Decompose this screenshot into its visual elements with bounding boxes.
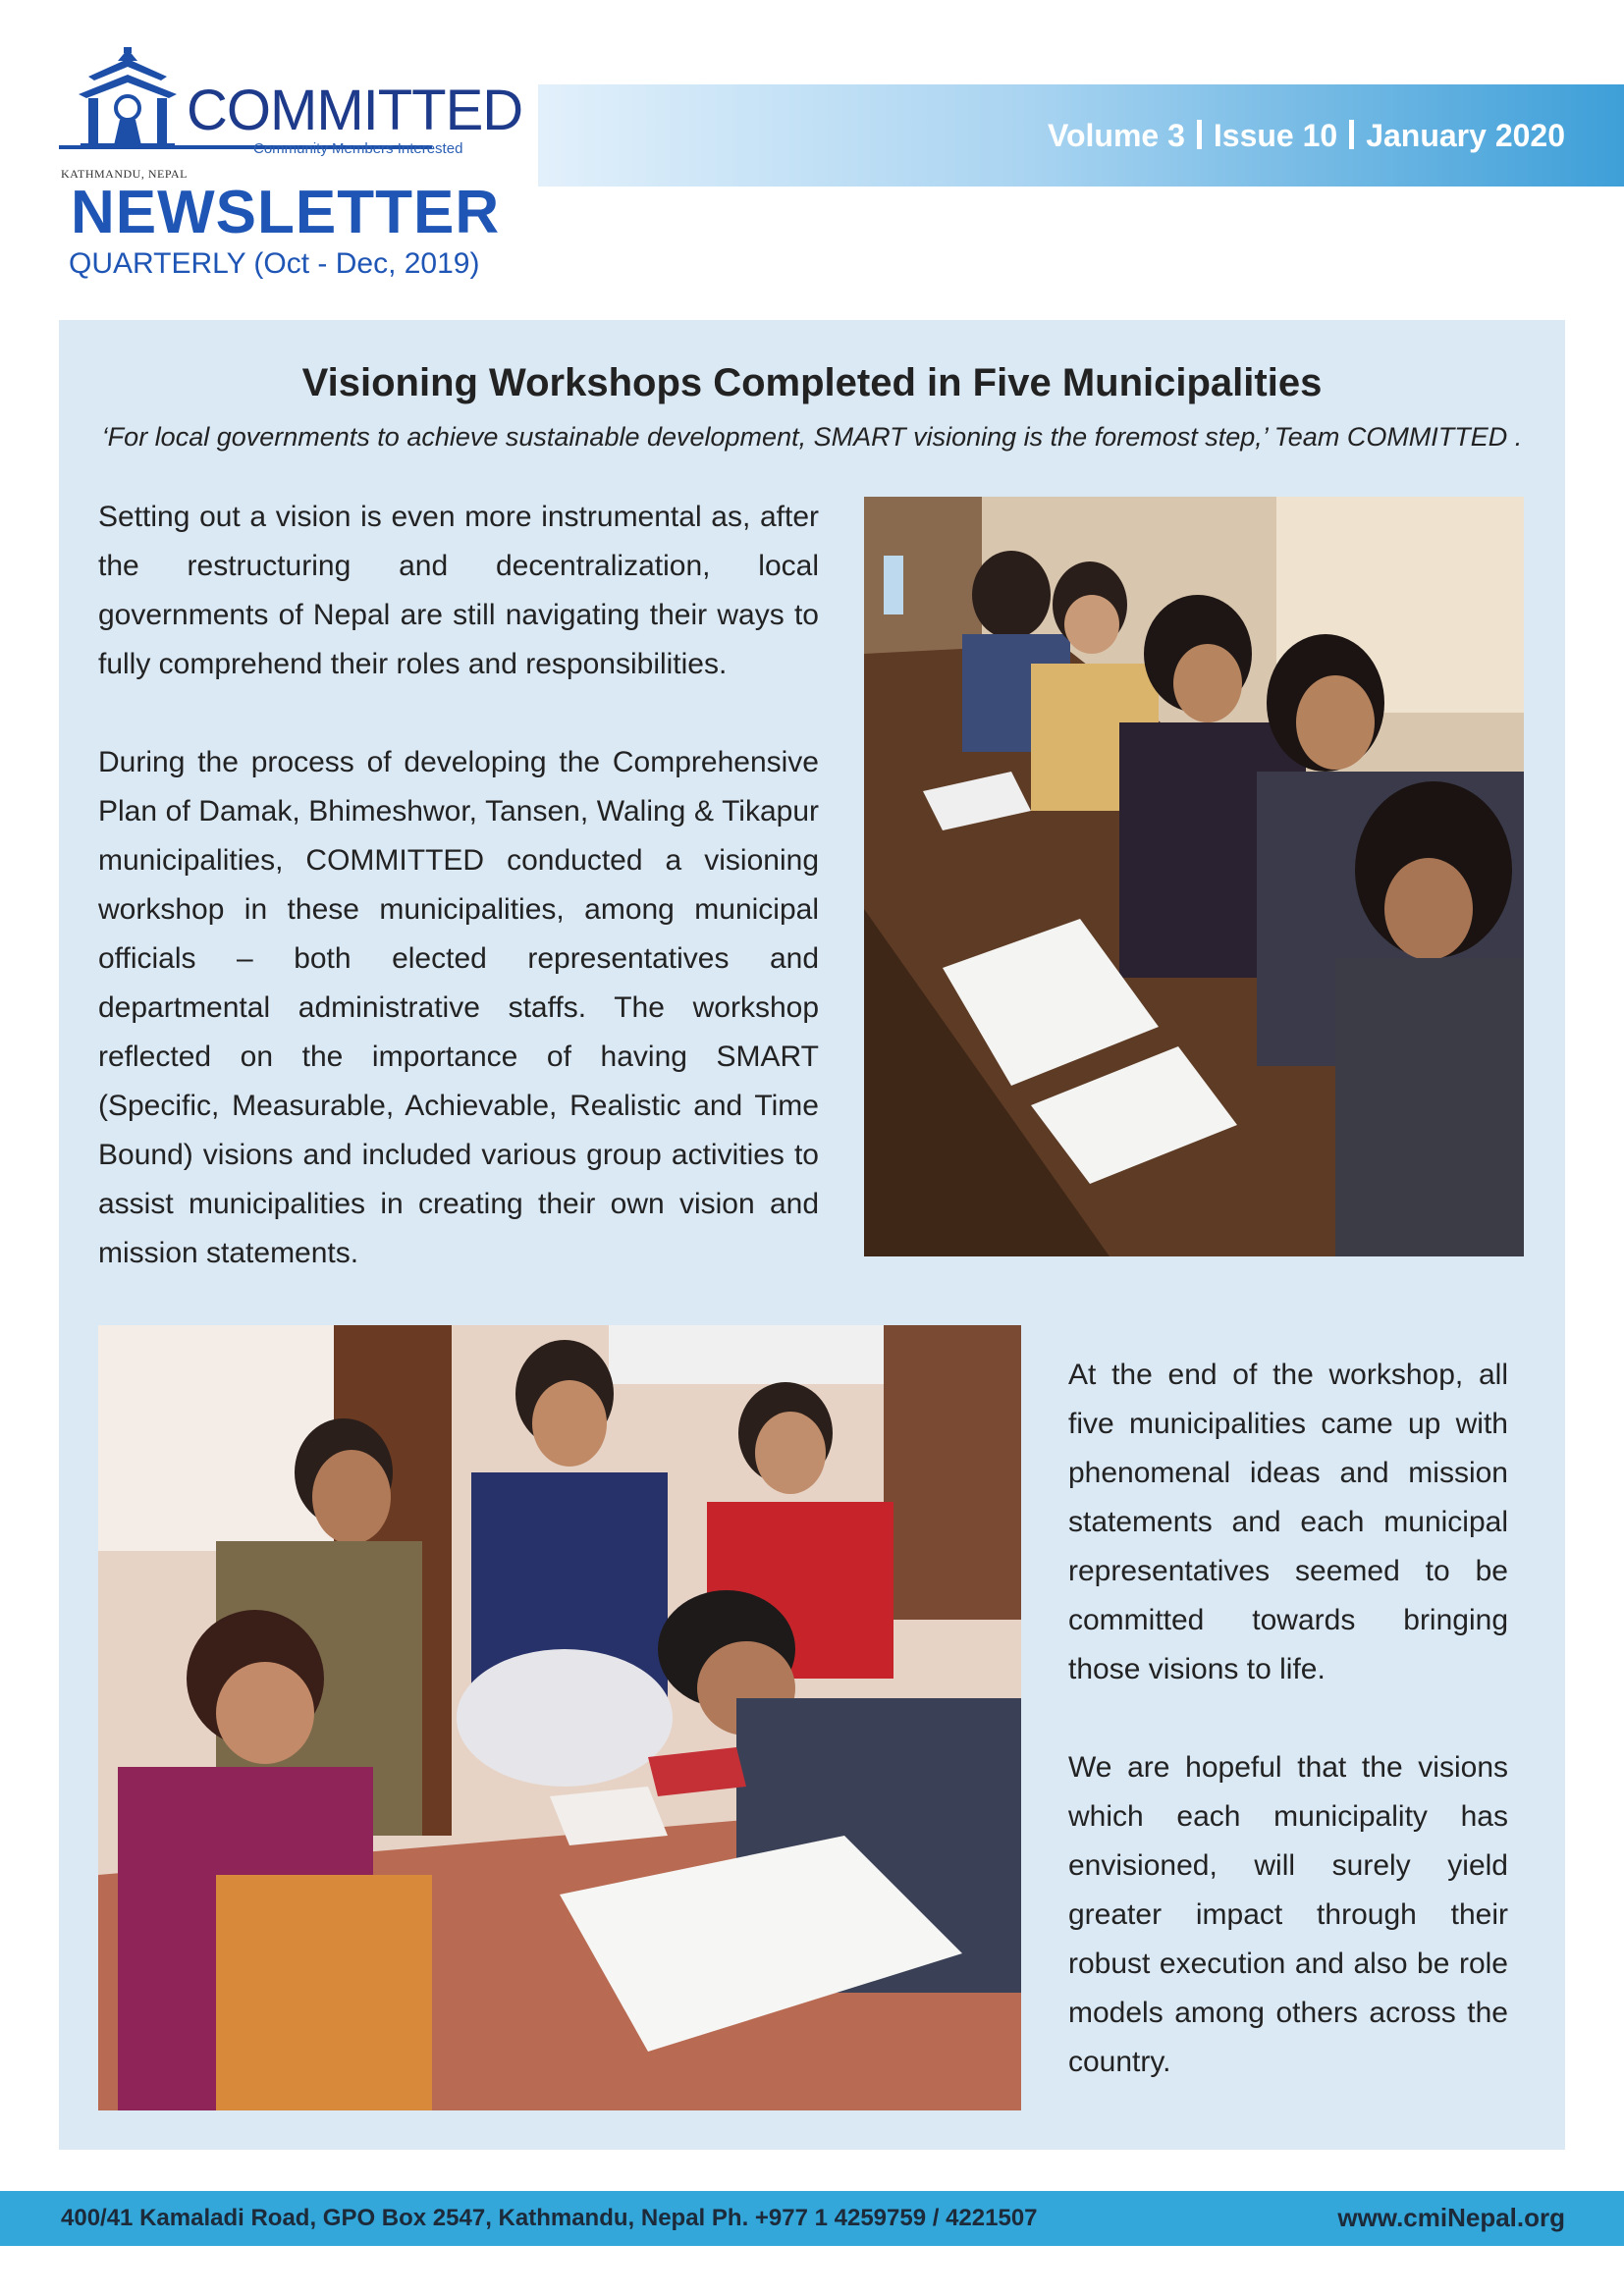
logo-tagline: Community Members Interested xyxy=(253,140,463,157)
footer-address: 400/41 Kamaladi Road, GPO Box 2547, Kathmandu, Nepal Ph. +977 1 4259759 / 4221507 xyxy=(61,2205,1038,2231)
left-column-text xyxy=(98,493,819,1278)
paragraph: At the end of the workshop, all five municipalities came up with phenomenal ideas and mission statements and each municipal representatives seemed to be committed towards bringing those visions to life. xyxy=(1068,1359,1508,1685)
paragraph: During the process of developing the Comprehensive Plan of Damak, Bhimeshwor, Tansen, Waling & Tikapur municipalities, COMMITTED conducted a visioning workshop in these municipalities, among municipal officials – both elected representatives and departmental administrative staffs. The workshop reflected on the importance of having SMART (Specific, Measurable, Achievable, Realistic and Time Bound) visions and included various group activities to assist municipalities in creating their own vision and mission statements. xyxy=(98,746,819,1269)
article-panel xyxy=(59,320,1565,2150)
newsletter-title: NEWSLETTER xyxy=(71,179,501,246)
temple-logo-icon xyxy=(59,47,196,155)
date-label: January 2020 xyxy=(1366,118,1565,153)
logo-block xyxy=(59,47,523,293)
logo-location: KATHMANDU, NEPAL xyxy=(61,167,188,181)
volume-label: Volume 3 xyxy=(1047,118,1185,153)
article-title: Visioning Workshops Completed in Five Municipalities xyxy=(301,361,1323,404)
meta-separator xyxy=(1349,120,1354,149)
logo-wordmark: COMMITTED xyxy=(187,79,523,142)
header-band xyxy=(538,84,1624,187)
paragraph: We are hopeful that the visions which each municipality has envisioned, will surely yield greater impact through their robust execution and also be role models among others across the country. xyxy=(1068,1751,1508,2078)
paragraph: Setting out a vision is even more instrumental as, after the restructuring and decentralization, local governments of Nepal are still navigating their ways to fully comprehend their roles and responsibilities. xyxy=(98,501,819,680)
group-activity-photo xyxy=(98,1325,1021,2110)
photo-illustration xyxy=(98,1325,1021,2110)
workshop-table-photo xyxy=(864,497,1524,1256)
right-column-text xyxy=(1068,1351,1508,2087)
issue-label: Issue 10 xyxy=(1213,118,1338,153)
quarterly-period: QUARTERLY (Oct - Dec, 2019) xyxy=(69,247,480,280)
meta-separator xyxy=(1197,120,1202,149)
article-quote: ‘For local governments to achieve sustainable development, SMART visioning is the foremost step,’ Team COMMITTED . xyxy=(101,422,1523,452)
issue-meta xyxy=(1048,120,1565,151)
footer-bar xyxy=(0,2191,1624,2246)
photo-illustration xyxy=(864,497,1524,1256)
footer-website-link[interactable]: www.cmiNepal.org xyxy=(1337,2203,1565,2232)
